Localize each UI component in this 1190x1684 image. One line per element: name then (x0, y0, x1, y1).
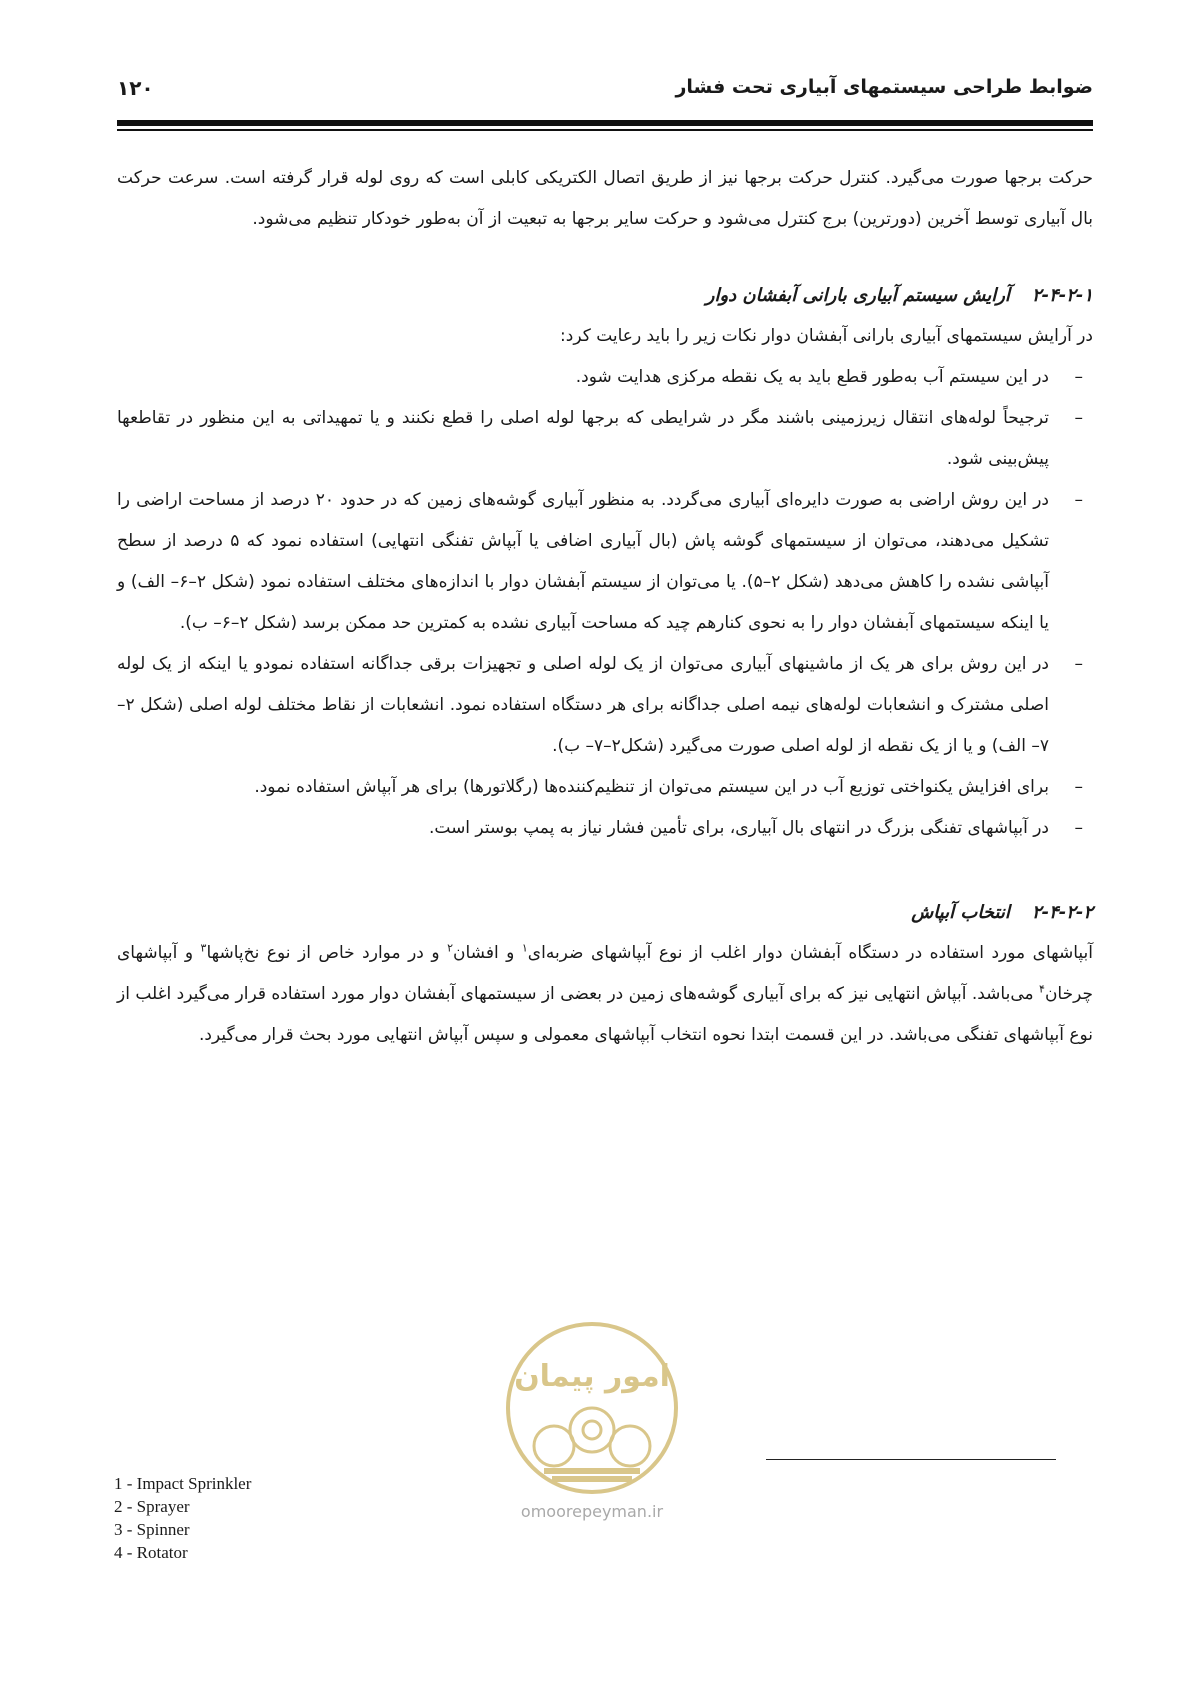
header-title: ضوابط طراحی سیستمهای آبیاری تحت فشار (675, 76, 1093, 98)
section-heading-2 (117, 893, 1093, 933)
footnote-ref: ۴ (1039, 982, 1045, 996)
dash-bullet-icon: – (1074, 818, 1083, 838)
dash-bullet-icon: – (1074, 490, 1083, 510)
dash-bullet-icon: – (1074, 408, 1083, 428)
section-lead: در آرایش سیستمهای آبیاری بارانی آبفشان دوار نکات زیر را باید رعایت کرد: (560, 326, 1093, 346)
bullet-item: – در این سیستم آب به‌طور قطع باید به یک نقطه مرکزی هدایت شود. (117, 357, 1093, 398)
header-rule-thick (117, 120, 1093, 126)
bullet-item: – در آبپاشهای تفنگی بزرگ در انتهای بال آبیاری، برای تأمین فشار نیاز به پمپ بوستر است. (117, 808, 1093, 849)
bullet-item: – در این روش برای هر یک از ماشینهای آبیاری می‌توان از یک لوله اصلی و تجهیزات برقی جداگانه استفاده نمودو یا اینکه از یک لوله اصلی مشترک و انشعابات لوله‌های نیمه اصلی جداگانه برای هر دستگاه استفاده نمود. انشعابات از نقاط مختلف لوله اصلی (شکل ۲–۷– الف) و یا از یک نقطه از لوله اصلی صورت می‌گیرد (شکل۲–۷– ب). (117, 644, 1093, 767)
footnote-ref: ۳ (200, 941, 207, 955)
page-number: ۱۲۰ (117, 76, 154, 100)
footnote-ref: ۲ (447, 941, 453, 955)
section-number: ۲-۴-۲-۱ (1031, 285, 1093, 306)
main-content (117, 158, 1093, 1056)
watermark-url: omoorepeyman.ir (520, 1502, 664, 1521)
intro-paragraph: حرکت برجها صورت می‌گیرد. کنترل حرکت برجها نیز از طریق اتصال الکتریکی کابلی است که روی لوله قرار گرفته است. سرعت حرکت بال آبیاری توسط آخرین (دورترین) برج کنترل می‌شود و حرکت سایر برجها به تبعیت از آن به‌طور خودکار تنظیم می‌شود. (117, 168, 1093, 229)
bullet-item: – ترجیحاً لوله‌های انتقال زیرزمینی باشند مگر در شرایطی که برجها لوله اصلی را قطع نکنند و یا تمهیداتی به این منظور در تقاطعها پیش‌بینی شود. (117, 398, 1093, 480)
svg-text:امور پیمان: امور پیمان (514, 1359, 670, 1394)
footnote-item: 2 - Sprayer (114, 1497, 190, 1516)
section-title: آرایش سیستم آبیاری بارانی آبفشان دوار (705, 285, 1010, 306)
section-heading-1 (117, 276, 1093, 316)
dash-bullet-icon: – (1074, 367, 1083, 387)
bullet-item: – در این روش اراضی به صورت دایره‌ای آبیاری می‌گردد. به منظور آبیاری گوشه‌های زمین که در حدود ۲۰ درصد از مساحت اراضی را تشکیل می‌دهند، می‌توان از سیستمهای گوشه پاش (بال آبیاری اضافی یا آبپاش تفنگی انتهایی) استفاده نمود که ۵ درصد از سطح آبپاشی نشده را کاهش می‌دهد (شکل ۲–۵). یا می‌توان از سیستم آبفشان دوار با اندازه‌های مختلف استفاده نمود (شکل ۲–۶– الف) و یا اینکه سیستمهای آبفشان دوار را به نحوی کنارهم چید که مساحت آبیاری نشده به کمترین حد ممکن برسد (شکل ۲–۶– ب). (117, 480, 1093, 644)
footnote-item: 3 - Spinner (114, 1520, 190, 1539)
section-title: انتخاب آبپاش (911, 902, 1010, 923)
watermark-seal-icon (492, 1318, 692, 1498)
footnote-rule (766, 1459, 1056, 1460)
footnote-item: 4 - Rotator (114, 1543, 188, 1562)
header-rule-thin (117, 129, 1093, 131)
watermark-logo (492, 1318, 692, 1548)
section2-paragraph: آبپاشهای مورد استفاده در دستگاه آبفشان دوار اغلب از نوع آبپاشهای ضربه‌ای$^۱$ و افشان$^۲$ و در موارد خاص از نوع نخ‌پاشها$^۳$ و آبپاشهای چرخان$^۴$ می‌باشد. آبپاش انتهایی نیز که برای آبیاری گوشه‌های زمین در بعضی از سیستمهای آبفشان دوار مورد استفاده قرار می‌گیرد اغلب از نوع آبپاشهای تفنگی می‌باشد. در این قسمت ابتدا نحوه انتخاب آبپاشهای معمولی و سپس آبپاش انتهایی مورد بحث قرار می‌گیرد. (117, 941, 1093, 1045)
bullet-list (117, 357, 1093, 849)
page-header (117, 76, 1093, 106)
section-number: ۲-۴-۲-۲ (1031, 902, 1093, 923)
footnote-ref: ۱ (521, 941, 528, 955)
dash-bullet-icon: – (1074, 777, 1083, 797)
bullet-item: – برای افزایش یکنواختی توزیع آب در این سیستم می‌توان از تنظیم‌کننده‌ها (رگلاتورها) برای هر آبپاش استفاده نمود. (117, 767, 1093, 808)
footnote-item: 1 - Impact Sprinkler (114, 1474, 252, 1493)
footnotes (114, 1472, 251, 1564)
dash-bullet-icon: – (1074, 654, 1083, 674)
